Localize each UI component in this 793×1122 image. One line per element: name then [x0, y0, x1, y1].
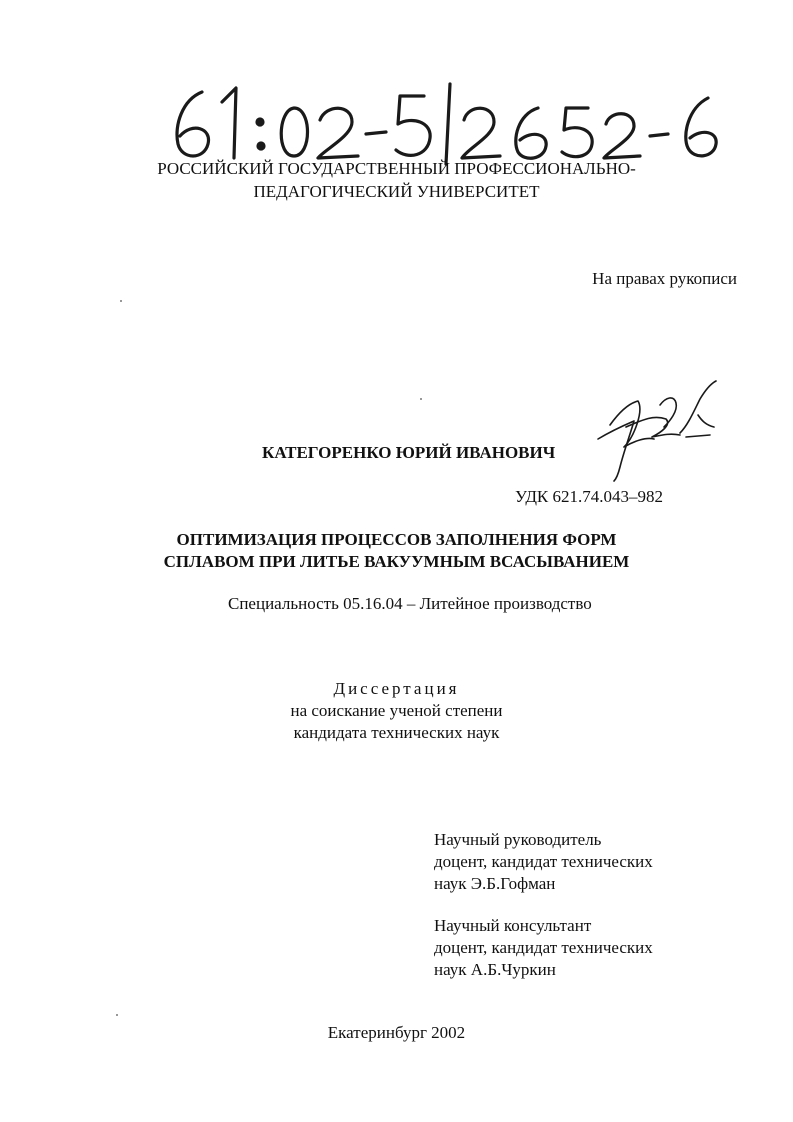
supervisor-name: наук Э.Б.Гофман: [434, 874, 556, 893]
shelfmark-digit-0: [281, 108, 307, 156]
consultant-block: [434, 915, 653, 981]
degree-line-2: кандидата технических наук: [293, 723, 500, 742]
shelfmark-separator: [446, 84, 450, 164]
university-name-line-1: РОССИЙСКИЙ ГОСУДАРСТВЕННЫЙ ПРОФЕССИОНАЛЬНО-: [157, 159, 636, 178]
handwritten-shelfmark: [160, 78, 720, 168]
rights-note: На правах рукописи: [592, 269, 737, 288]
author-name: КАТЕГОРЕНКО ЮРИЙ ИВАНОВИЧ: [262, 443, 556, 462]
shelfmark-digit-2: [318, 108, 358, 158]
scan-speck: [116, 1014, 118, 1016]
shelfmark-digit-6b: [516, 108, 546, 158]
consultant-role: Научный консультант: [434, 916, 592, 935]
degree-line-1: на соискание ученой степени: [290, 701, 503, 720]
shelfmark-colon-top: [257, 119, 263, 125]
udc-code: УДК 621.74.043–982: [515, 487, 664, 506]
shelfmark-digit-2b: [462, 108, 500, 158]
supervisor-block: [434, 829, 653, 895]
supervisor-role: Научный руководитель: [434, 830, 602, 849]
degree-heading: Диссертация: [333, 679, 460, 698]
shelfmark-digit-2c: [604, 114, 640, 158]
shelfmark-digit-5b: [562, 108, 592, 157]
shelfmark-dash-2: [650, 134, 668, 136]
author-signature: [590, 375, 720, 485]
dissertation-title-line-1: ОПТИМИЗАЦИЯ ПРОЦЕССОВ ЗАПОЛНЕНИЯ ФОРМ: [176, 530, 617, 549]
supervisor-title: доцент, кандидат технических: [434, 852, 653, 871]
shelfmark-digit-1: [222, 88, 236, 158]
shelfmark-digit-5: [396, 96, 430, 155]
shelfmark-dash-1: [366, 132, 386, 134]
specialty: Специальность 05.16.04 – Литейное производство: [228, 594, 592, 613]
dissertation-title-line-2: СПЛАВОМ ПРИ ЛИТЬЕ ВАКУУМНЫМ ВСАСЫВАНИЕМ: [163, 552, 630, 571]
university-name-line-2: ПЕДАГОГИЧЕСКИЙ УНИВЕРСИТЕТ: [253, 182, 540, 201]
scan-speck: [120, 300, 122, 302]
shelfmark-digit-6: [177, 92, 209, 156]
shelfmark-digit-6c: [686, 98, 716, 156]
shelfmark-colon-bottom: [258, 143, 264, 149]
consultant-title: доцент, кандидат технических: [434, 938, 653, 957]
city-year: Екатеринбург 2002: [327, 1023, 466, 1042]
scan-speck: [420, 398, 422, 400]
consultant-name: наук А.Б.Чуркин: [434, 960, 556, 979]
